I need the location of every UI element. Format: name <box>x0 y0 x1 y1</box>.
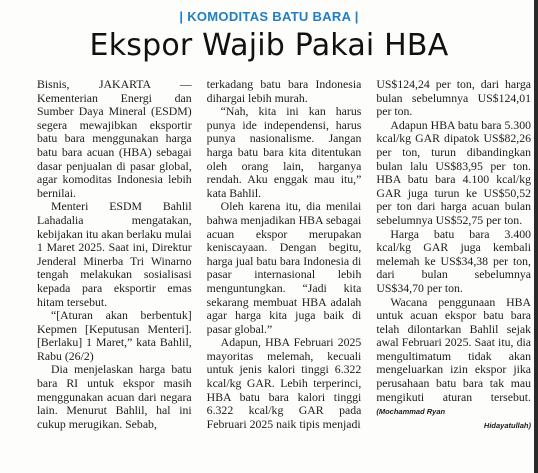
paragraph: Bisnis, JAKARTA — Kementerian Energi dan Sumber Daya Mineral (ESDM) segera mewajibkan eksportir batu bara menggunakan harga batu bara acuan (HBA) sebagai dasar penjualan di pasar global, agar komoditas Indonesia lebih bernilai. <box>37 78 192 200</box>
byline-author: Hidayatullah) <box>483 420 532 430</box>
column-3 <box>376 78 531 470</box>
headline: Ekspor Wajib Pakai HBA <box>89 28 449 63</box>
page-edge <box>534 0 538 473</box>
paragraph: Adapun HBA batu bara 5.300 kcal/kg GAR dipatok US$82,26 per ton, turun dibandingkan bulan lalu US$83,95 per ton. HBA batu bara 4.100 kcal/kg GAR juga turun ke US$50,52 per ton dari harga acuan bulan sebelumnya US$52,75 per ton. <box>376 117 532 227</box>
paragraph: Dia menjelaskan harga batu bara RI untuk ekspor masih menggunakan acuan dari negara lain. Menurut Bahlil, hal ini cukup merugikan. Sebab, <box>37 362 192 431</box>
paragraph: US$124,24 per ton, dari harga bulan sebelumnya US$124,01 per ton. <box>376 78 532 119</box>
paragraph: Oleh karena itu, dia menilai bahwa menjadikan HBA sebagai acuan ekspor merupakan keniscayaan. Dengan begitu, harga jual batu bara Indonesia di pasar internasional lebih menguntungkan. “Jadi kita sekarang membuat HBA adalah agar harga kita juga baik di pasar global.” <box>206 199 362 336</box>
article-body <box>37 78 531 470</box>
column-2 <box>207 78 362 470</box>
section-rubric: | KOMODITAS BATU BARA | <box>179 9 359 24</box>
column-1 <box>37 78 192 470</box>
paragraph-text: Wacana penggunaan HBA untuk acuan ekspor batu bara telah dilontarkan Bahlil sejak awal Februari 2025. Saat itu, dia mengultimatum tidak akan mengeluarkan izin ekspor jika perusahaan batu bara tak mau mengikuti aturan tersebut. <box>376 294 532 404</box>
paragraph: Harga batu bara 3.400 kcal/kg GAR juga kembali melemah ke US$34,38 per ton, dari bulan sebelumnya US$34,70 per ton. <box>376 226 532 295</box>
byline: (Mochammad Ryan <box>376 407 446 417</box>
paragraph: “[Aturan akan berbentuk] Kepmen [Keputusan Menteri]. [Berlaku] 1 Maret,” kata Bahlil, Rabu (26/2) <box>37 308 192 363</box>
paragraph: “Nah, kita ini kan harus punya ide independensi, harus punya nasionalisme. Jangan harga batu bara kita ditentukan oleh orang lain, harganya rendah. Aku enggak mau itu,” kata Bahlil. <box>206 104 362 200</box>
paragraph-final <box>376 296 531 419</box>
paragraph: Menteri ESDM Bahlil Lahadalia mengatakan, kebijakan itu akan berlaku mulai 1 Maret 2025. Saat ini, Direktur Jenderal Minerba Tri Winarno tengah melakukan sosialisasi kepada para eksportir emas hitam tersebut. <box>37 199 192 309</box>
paragraph: terkadang batu bara Indonesia dihargai lebih murah. <box>206 78 362 105</box>
paragraph: Adapun, HBA Februari 2025 mayoritas melemah, kecuali untuk jenis kalori tinggi 6.322 kcal/kg GAR. Lebih terperinci, HBA batu bara kalori tinggi 6.322 kcal/kg GAR pada Februari 2025 naik tipis menjadi <box>206 335 362 431</box>
